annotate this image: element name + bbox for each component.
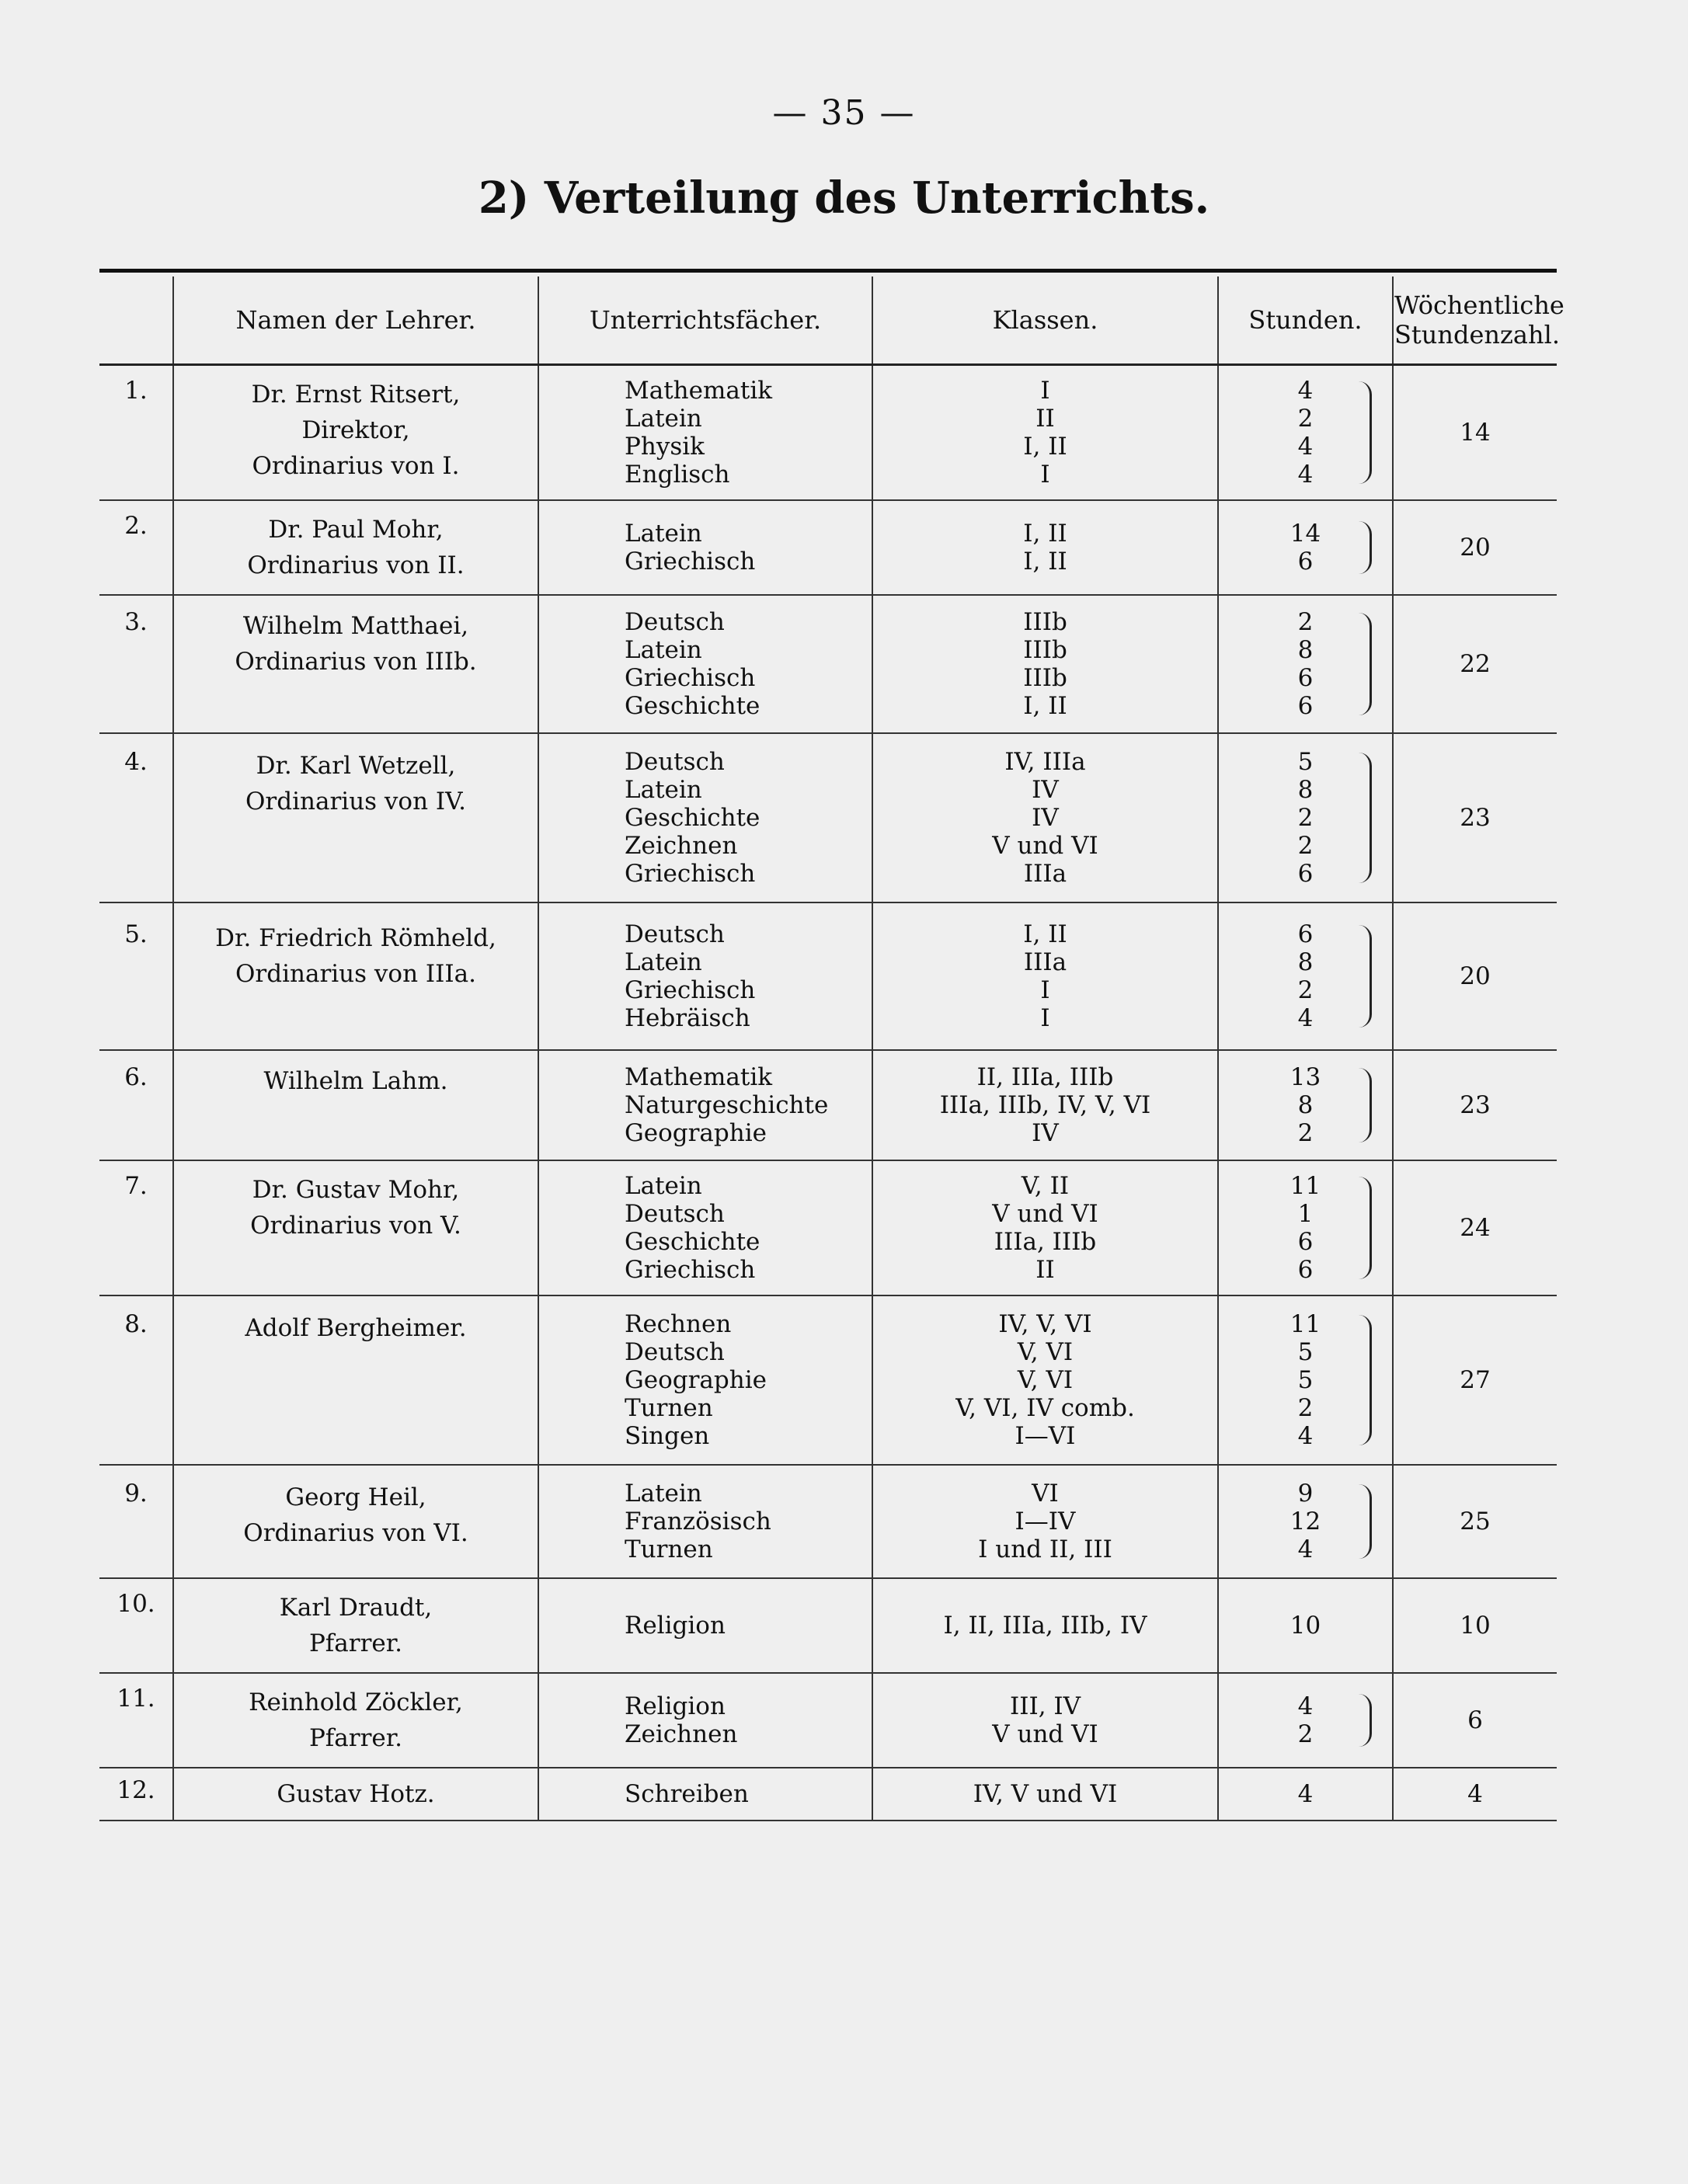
class-entry: I und II, III (978, 1535, 1112, 1563)
table-row (99, 1160, 1557, 1295)
class-entry: I (1040, 976, 1050, 1004)
weekly-total: 25 (1393, 1465, 1557, 1578)
hours-entry: 14 (1289, 520, 1321, 548)
teacher-name (173, 1465, 538, 1578)
classes-cell (872, 902, 1218, 1050)
hours-group (1223, 1692, 1387, 1748)
weekly-total: 20 (1393, 902, 1557, 1050)
class-entry: IIIa (1023, 860, 1067, 888)
subject-entry: Religion (625, 1692, 726, 1720)
class-entry: V und VI (992, 832, 1098, 860)
subject-entry: Turnen (625, 1394, 713, 1422)
subject-entry: Latein (625, 776, 702, 804)
hours-entry: 6 (1297, 860, 1314, 888)
curly-brace-icon (1359, 1177, 1372, 1279)
row-number: 6. (99, 1050, 173, 1160)
classes-cell (872, 1295, 1218, 1465)
hours-entry: 11 (1289, 1172, 1321, 1200)
teacher-name-line: Pfarrer. (308, 1629, 403, 1657)
hours-cell (1218, 1673, 1393, 1768)
subjects-cell (538, 1673, 872, 1768)
row-number: 9. (99, 1465, 173, 1578)
hours-entry: 6 (1297, 920, 1314, 948)
hours-cell (1218, 1465, 1393, 1578)
hours-entry: 4 (1297, 1004, 1314, 1032)
subject-entry: Französisch (625, 1508, 771, 1535)
subject-entry: Mathematik (625, 1063, 773, 1091)
subject-entry: Geschichte (625, 1228, 760, 1256)
subjects-cell (538, 1295, 872, 1465)
hours-entry: 2 (1297, 804, 1314, 832)
subject-entry: Geschichte (625, 804, 760, 832)
top-rule (99, 269, 1557, 273)
teacher-name (173, 902, 538, 1050)
teacher-name-line: Ordinarius von V. (250, 1212, 461, 1240)
hours-group (1223, 520, 1387, 576)
teacher-name-line: Wilhelm Matthaei, (242, 612, 469, 640)
class-entry: IIIa, IIIb (994, 1228, 1097, 1256)
subject-entry: Deutsch (625, 608, 725, 636)
hours-entry: 10 (1289, 1612, 1321, 1640)
hours-group (1223, 920, 1387, 1032)
row-number: 10. (99, 1578, 173, 1673)
subject-entry: Physik (625, 433, 705, 461)
weekly-total: 6 (1393, 1673, 1557, 1768)
subject-entry: Religion (625, 1612, 726, 1640)
weekly-total: 10 (1393, 1578, 1557, 1673)
curly-brace-icon (1359, 1315, 1372, 1445)
subject-entry: Zeichnen (625, 1720, 738, 1748)
table-row (99, 595, 1557, 733)
subject-entry: Mathematik (625, 377, 773, 405)
header-weekly-line-1: Wöchentliche (1394, 290, 1564, 320)
subjects-cell (538, 500, 872, 595)
hours-cell (1218, 365, 1393, 501)
curly-brace-icon (1359, 1694, 1372, 1747)
hours-group (1223, 748, 1387, 888)
hours-entry: 4 (1297, 461, 1314, 489)
subject-entry: Griechisch (625, 1256, 756, 1284)
teacher-name (173, 1768, 538, 1821)
header-classes: Klassen. (872, 276, 1218, 365)
hours-entry: 5 (1297, 748, 1314, 776)
weekly-total: 23 (1393, 1050, 1557, 1160)
teacher-name (173, 1160, 538, 1295)
weekly-total: 27 (1393, 1295, 1557, 1465)
subject-entry: Griechisch (625, 548, 756, 576)
subject-entry: Latein (625, 1172, 702, 1200)
teacher-name (173, 1050, 538, 1160)
hours-cell (1218, 1050, 1393, 1160)
subject-entry: Latein (625, 636, 702, 664)
subject-entry: Latein (625, 405, 702, 433)
table-row (99, 902, 1557, 1050)
class-entry: I—VI (1015, 1422, 1076, 1450)
teacher-name (173, 1673, 538, 1768)
class-entry: V, II (1021, 1172, 1070, 1200)
hours-entry: 5 (1297, 1366, 1314, 1394)
hours-entry: 1 (1297, 1200, 1314, 1228)
curly-brace-icon (1359, 753, 1372, 883)
subjects-cell (538, 1050, 872, 1160)
teacher-name-line: Ordinarius von IIIa. (235, 960, 476, 988)
class-entry: I, II (1023, 520, 1067, 548)
subject-entry: Naturgeschichte (625, 1091, 829, 1119)
weekly-total: 4 (1393, 1768, 1557, 1821)
subject-entry: Griechisch (625, 976, 756, 1004)
subject-entry: Deutsch (625, 920, 725, 948)
subjects-cell (538, 1465, 872, 1578)
header-weekly-hours (1393, 276, 1564, 365)
hours-cell (1218, 595, 1393, 733)
hours-entry: 9 (1297, 1480, 1314, 1508)
weekly-total: 20 (1393, 500, 1557, 595)
hours-cell (1218, 1295, 1393, 1465)
hours-entry: 6 (1297, 1256, 1314, 1284)
teacher-name (173, 1578, 538, 1673)
hours-entry: 12 (1289, 1508, 1321, 1535)
class-entry: VI (1032, 1480, 1059, 1508)
hours-entry: 8 (1297, 948, 1314, 976)
classes-cell (872, 500, 1218, 595)
class-entry: V, VI, IV comb. (955, 1394, 1135, 1422)
class-entry: V und VI (992, 1200, 1098, 1228)
header-subjects: Unterrichtsfächer. (538, 276, 872, 365)
hours-group (1223, 1063, 1387, 1147)
hours-cell (1218, 733, 1393, 902)
class-entry: IV, V, VI (998, 1310, 1092, 1338)
hours-entry: 2 (1297, 832, 1314, 860)
class-entry: II (1035, 405, 1055, 433)
hours-entry: 4 (1297, 1780, 1314, 1808)
class-entry: V, VI (1017, 1366, 1074, 1394)
hours-entry: 13 (1289, 1063, 1321, 1091)
subjects-cell (538, 733, 872, 902)
class-entry: I—IV (1015, 1508, 1076, 1535)
classes-cell (872, 733, 1218, 902)
hours-cell (1218, 1768, 1393, 1821)
class-entry: II (1035, 1256, 1055, 1284)
hours-cell (1218, 902, 1393, 1050)
subject-entry: Singen (625, 1422, 710, 1450)
hours-entry: 4 (1297, 1535, 1314, 1563)
table-row (99, 1050, 1557, 1160)
class-entry: IV, V und VI (973, 1780, 1118, 1808)
table-row (99, 1768, 1557, 1821)
hours-entry: 4 (1297, 377, 1314, 405)
subject-entry: Griechisch (625, 860, 756, 888)
class-entry: IV, IIIa (1004, 748, 1086, 776)
hours-group (1223, 608, 1387, 720)
header-hours: Stunden. (1218, 276, 1393, 365)
class-entry: IIIb (1023, 636, 1067, 664)
table-row (99, 1465, 1557, 1578)
subject-entry: Rechnen (625, 1310, 732, 1338)
subject-entry: Geographie (625, 1366, 767, 1394)
teacher-name-line: Pfarrer. (308, 1724, 403, 1752)
hours-group (1223, 1310, 1387, 1450)
teacher-name-line: Ordinarius von I. (252, 452, 460, 480)
teaching-distribution-table (99, 276, 1564, 1821)
subject-entry: Hebräisch (625, 1004, 750, 1032)
row-number: 1. (99, 365, 173, 501)
hours-entry: 2 (1297, 405, 1314, 433)
row-number: 3. (99, 595, 173, 733)
weekly-total: 22 (1393, 595, 1557, 733)
hours-entry: 11 (1289, 1310, 1321, 1338)
classes-cell (872, 1673, 1218, 1768)
teacher-name-line: Ordinarius von IV. (245, 788, 466, 816)
hours-entry: 4 (1297, 1422, 1314, 1450)
curly-brace-icon (1359, 613, 1372, 715)
teacher-name-line: Georg Heil, (285, 1483, 426, 1511)
teacher-name-line: Ordinarius von VI. (243, 1519, 468, 1547)
teacher-name-line: Dr. Ernst Ritsert, (251, 381, 461, 409)
hours-group (1223, 1172, 1387, 1284)
page-heading: 2) Verteilung des Unterrichts. (478, 172, 1210, 224)
teacher-name-line: Dr. Paul Mohr, (268, 516, 444, 544)
subject-entry: Geschichte (625, 692, 760, 720)
teacher-name-line: Karl Draudt, (279, 1594, 433, 1622)
classes-cell (872, 1578, 1218, 1673)
class-entry: IV (1032, 1119, 1059, 1147)
header-teacher-name: Namen der Lehrer. (173, 276, 538, 365)
teacher-name-line: Direktor, (301, 416, 410, 444)
hours-entry: 2 (1297, 608, 1314, 636)
subjects-cell (538, 1768, 872, 1821)
teacher-name-line: Dr. Gustav Mohr, (252, 1176, 460, 1204)
subject-entry: Latein (625, 520, 702, 548)
hours-cell (1218, 1160, 1393, 1295)
row-number: 8. (99, 1295, 173, 1465)
classes-cell (872, 1160, 1218, 1295)
hours-group (1223, 1480, 1387, 1563)
class-entry: I, II (1023, 548, 1067, 576)
hours-entry: 6 (1297, 1228, 1314, 1256)
curly-brace-icon (1359, 1484, 1372, 1559)
teacher-name (173, 733, 538, 902)
classes-cell (872, 1465, 1218, 1578)
subject-entry: Deutsch (625, 1200, 725, 1228)
class-entry: IIIa, IIIb, IV, V, VI (939, 1091, 1151, 1119)
row-number: 11. (99, 1673, 173, 1768)
hours-entry: 8 (1297, 1091, 1314, 1119)
distribution-table (99, 276, 1564, 1821)
teacher-name-line: Gustav Hotz. (277, 1780, 435, 1808)
row-number: 2. (99, 500, 173, 595)
hours-entry: 4 (1297, 433, 1314, 461)
classes-cell (872, 1768, 1218, 1821)
class-entry: IIIa (1023, 948, 1067, 976)
hours-entry: 2 (1297, 1394, 1314, 1422)
table-header-row (99, 276, 1557, 365)
class-entry: IV (1032, 776, 1059, 804)
teacher-name (173, 365, 538, 501)
subjects-cell (538, 1578, 872, 1673)
weekly-total: 24 (1393, 1160, 1557, 1295)
teacher-name-line: Adolf Bergheimer. (245, 1314, 467, 1342)
weekly-total: 14 (1393, 365, 1557, 501)
teacher-name-line: Reinhold Zöckler, (249, 1688, 463, 1716)
hours-entry: 6 (1297, 664, 1314, 692)
teacher-name-line: Dr. Friedrich Römheld, (215, 924, 496, 952)
table-row (99, 500, 1557, 595)
hours-entry: 8 (1297, 636, 1314, 664)
curly-brace-icon (1359, 925, 1372, 1028)
teacher-name (173, 1295, 538, 1465)
subject-entry: Turnen (625, 1535, 713, 1563)
hours-entry: 4 (1297, 1692, 1314, 1720)
hours-entry: 2 (1297, 1119, 1314, 1147)
curly-brace-icon (1359, 381, 1372, 484)
teacher-name-line: Ordinarius von IIIb. (235, 648, 477, 676)
class-entry: IIIb (1023, 608, 1067, 636)
hours-entry: 2 (1297, 976, 1314, 1004)
table-row (99, 365, 1557, 501)
table-row (99, 1578, 1557, 1673)
subject-entry: Latein (625, 1480, 702, 1508)
subject-entry: Deutsch (625, 748, 725, 776)
class-entry: I (1040, 461, 1050, 489)
class-entry: IIIb (1023, 664, 1067, 692)
teacher-name (173, 595, 538, 733)
class-entry: I, II (1023, 920, 1067, 948)
subject-entry: Deutsch (625, 1338, 725, 1366)
subject-entry: Englisch (625, 461, 730, 489)
hours-entry: 6 (1297, 692, 1314, 720)
class-entry: V, VI (1017, 1338, 1074, 1366)
curly-brace-icon (1359, 1068, 1372, 1142)
row-number: 12. (99, 1768, 173, 1821)
row-number: 5. (99, 902, 173, 1050)
class-entry: II, IIIa, IIIb (976, 1063, 1114, 1091)
hours-group (1223, 1612, 1387, 1640)
subject-entry: Latein (625, 948, 702, 976)
hours-entry: 2 (1297, 1720, 1314, 1748)
row-number: 7. (99, 1160, 173, 1295)
hours-entry: 5 (1297, 1338, 1314, 1366)
header-number (99, 276, 173, 365)
row-number: 4. (99, 733, 173, 902)
class-entry: I, II (1023, 692, 1067, 720)
classes-cell (872, 365, 1218, 501)
class-entry: I, II, IIIa, IIIb, IV (943, 1612, 1147, 1640)
classes-cell (872, 1050, 1218, 1160)
subject-entry: Zeichnen (625, 832, 738, 860)
hours-cell (1218, 1578, 1393, 1673)
header-weekly-line-2: Stundenzahl. (1394, 320, 1560, 350)
subjects-cell (538, 1160, 872, 1295)
teacher-name (173, 500, 538, 595)
table-row (99, 733, 1557, 902)
class-entry: I (1040, 1004, 1050, 1032)
class-entry: V und VI (992, 1720, 1098, 1748)
hours-group (1223, 377, 1387, 489)
table-row (99, 1295, 1557, 1465)
hours-cell (1218, 500, 1393, 595)
teacher-name-line: Ordinarius von II. (247, 551, 465, 579)
class-entry: I, II (1023, 433, 1067, 461)
page-number: — 35 — (772, 93, 916, 133)
class-entry: I (1040, 377, 1050, 405)
subjects-cell (538, 595, 872, 733)
class-entry: III, IV (1009, 1692, 1081, 1720)
teacher-name-line: Wilhelm Lahm. (263, 1067, 448, 1095)
table-row (99, 1673, 1557, 1768)
subjects-cell (538, 365, 872, 501)
hours-entry: 8 (1297, 776, 1314, 804)
subject-entry: Griechisch (625, 664, 756, 692)
subject-entry: Schreiben (625, 1780, 749, 1808)
subject-entry: Geographie (625, 1119, 767, 1147)
subjects-cell (538, 902, 872, 1050)
class-entry: IV (1032, 804, 1059, 832)
hours-entry: 6 (1297, 548, 1314, 576)
curly-brace-icon (1359, 521, 1372, 574)
classes-cell (872, 595, 1218, 733)
weekly-total: 23 (1393, 733, 1557, 902)
teacher-name-line: Dr. Karl Wetzell, (256, 752, 456, 780)
hours-group (1223, 1780, 1387, 1808)
